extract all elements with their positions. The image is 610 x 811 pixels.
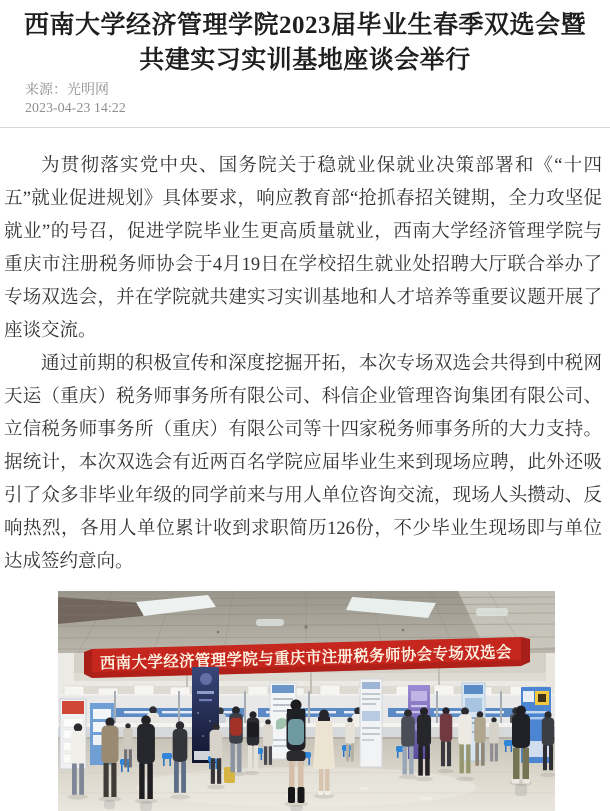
article-source: 来源：光明网 xyxy=(25,83,109,98)
paragraph-1: 为贯彻落实党中央、国务院关于稳就业保就业决策部署和《“十四五”就业促进规划》具体要求，响应教育部“抢抓春招关键期，全力攻坚促就业”的号召，促进学院毕业生更高质量就业，西南大学经济管理学院与重庆市注册税务师协会于4月19日在学校招生就业处招聘大厅联合举办了专场双选会，并在学院就共建实习实训基地和人才培养等重要议题开展了座谈交流。 xyxy=(4,156,602,341)
article-body xyxy=(4,150,602,579)
article-page xyxy=(0,8,610,799)
tall-white-standee xyxy=(360,679,382,767)
article-meta xyxy=(25,82,610,118)
article-photo xyxy=(58,591,555,811)
divider xyxy=(0,127,610,128)
job-fair-photo xyxy=(58,591,555,811)
photo-banner-text: 西南大学经济管理学院与重庆市注册税务师协会专场双选会 xyxy=(99,643,530,673)
article-datetime: 2023-04-23 14:22 xyxy=(25,101,126,116)
article-title: 西南大学经济管理学院2023届毕业生春季双选会暨共建实习实训基地座谈会举行 xyxy=(23,12,586,74)
paragraph-2: 通过前期的积极宣传和深度挖掘开拓，本次专场双选会共得到中税网天运（重庆）税务师事务所有限公司、科信企业管理咨询集团有限公司、立信税务师事务所（重庆）有限公司等十四家税务师事务所的大力支持。据统计，本次双选会有近两百名学院应届毕业生来到现场应聘，此外还吸引了众多非毕业年级的同学前来与用人单位咨询交流，现场人头攒动、反响热烈，各用人单位累计收到求职简历126份，不少毕业生现场即与单位达成签约意向。 xyxy=(4,354,602,572)
